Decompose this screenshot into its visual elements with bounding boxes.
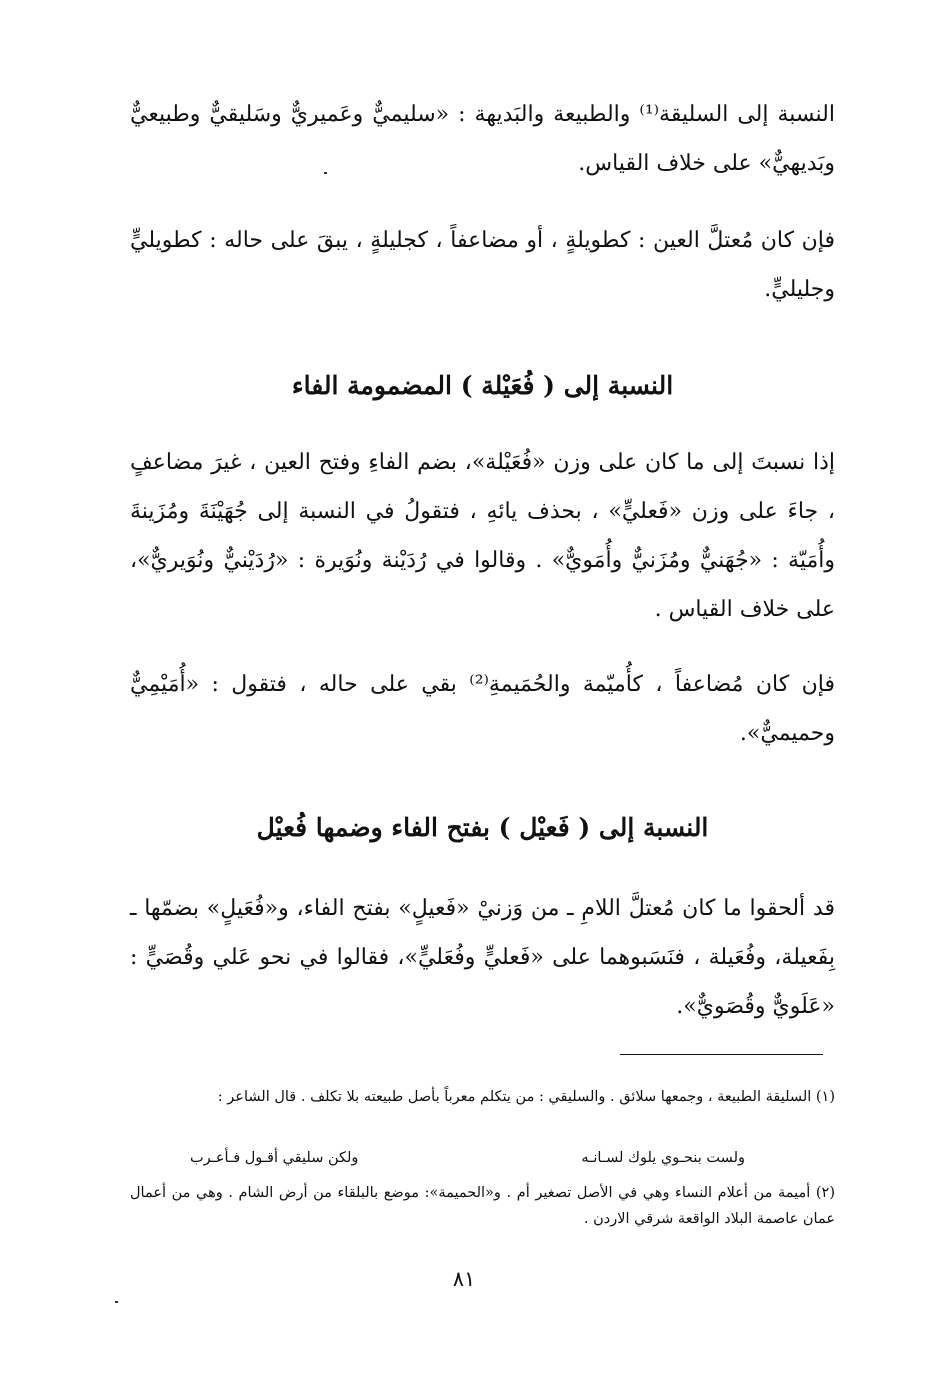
paragraph-text: إذا نسبتَ إلى ما كان على وزن «فُعَيْلة»، بضم الفاءِ وفتح العين ، غيرَ مضاعفٍ ، جاءَ على وزن «فَعليٍّ» ، بحذف يائهِ ، فتقولُ في النسبة إلى جُهَيْنَةَ ومُزَينةَ وأُمَيّة : «جُهَنيٌّ ومُزَنيٌّ وأُمَويٌّ» . وقالوا في رُدَيْنة ونُوَيرة : «رُدَيْنيٌّ ونُوَيريٌّ»، على خلاف القياس . [130, 450, 835, 622]
paragraph-fuayla-rule [130, 438, 835, 634]
section-heading-fail: النسبة إلى ( فَعيْل ) بفتح الفاء وضمها فُعيْل [256, 813, 709, 842]
scan-speck [115, 1301, 118, 1303]
footnote-verse [190, 1145, 745, 1171]
footnote-2 [130, 1180, 835, 1232]
paragraph-muatal-ayn [130, 216, 835, 314]
section-heading-fuayla: النسبة إلى ( فُعَيْلة ) المضمومة الفاء [291, 371, 674, 400]
paragraph-fuayla-mudaaf [130, 660, 835, 758]
paragraph-text: فإن كان مُعتلَّ العين : كطويلةٍ ، أو مضاعفاً ، كجليلةٍ ، يبقَ على حاله : كطويليٍّ وجليليٍّ. [130, 228, 835, 302]
verse-second-hemistich: ولكن سليقي أقـول فـأعـرب [190, 1150, 359, 1166]
scan-speck [324, 172, 327, 174]
paragraph-text: النسبة إلى السليقة⁽¹⁾ والطبيعة والبَديهة : «سليميٌّ وعَميريٌّ وسَليقيٌّ وطبيعيٌّ وبَديهيٌّ» على خلاف القياس. [130, 102, 835, 176]
verse-first-hemistich: ولست بنحـوي يلوك لسـانـه [581, 1150, 745, 1166]
footnote-1 [130, 1084, 835, 1110]
paragraph-text: فإن كان مُضاعفاً ، كأُميّمة والحُمَيمةِ⁽²⁾ بقي على حاله ، فتقول : «أُمَيْمِيٌّ وحميميٌّ». [130, 672, 836, 746]
paragraph-salīqa [130, 90, 835, 188]
footnote-text: (١) السليقة الطبيعة ، وجمعها سلائق . والسليقي : من يتكلم معرباً بأصل طبيعته بلا تكلف . قال الشاعر : [217, 1089, 835, 1105]
footnote-text: (٢) أميمة من أعلام النساء وهي في الأصل تصغير أم . و«الحميمة»: موضع بالبلقاء من أرض الشام . وهي من أعمال عمان عاصمة البلاد الواقعة شرقي الاردن . [130, 1185, 835, 1227]
footnote-separator [620, 1054, 823, 1055]
paragraph-text: قد ألحقوا ما كان مُعتلَّ اللامِ ـ من وَزنيْ «فَعيلٍ» بفتح الفاء، و«فُعَيلٍ» بضمّها ـ بِفَعيلة، وفُعَيلة ، فنَسَبوهما على «فَعليٍّ وفُعَليٍّ»، فقالوا في نحو عَلي وقُصَيٍّ : «عَلَويٌّ وقُصَويٌّ». [130, 896, 835, 1019]
page-number: ٨١ [452, 1267, 476, 1291]
paragraph-fail-rule [130, 884, 835, 1031]
